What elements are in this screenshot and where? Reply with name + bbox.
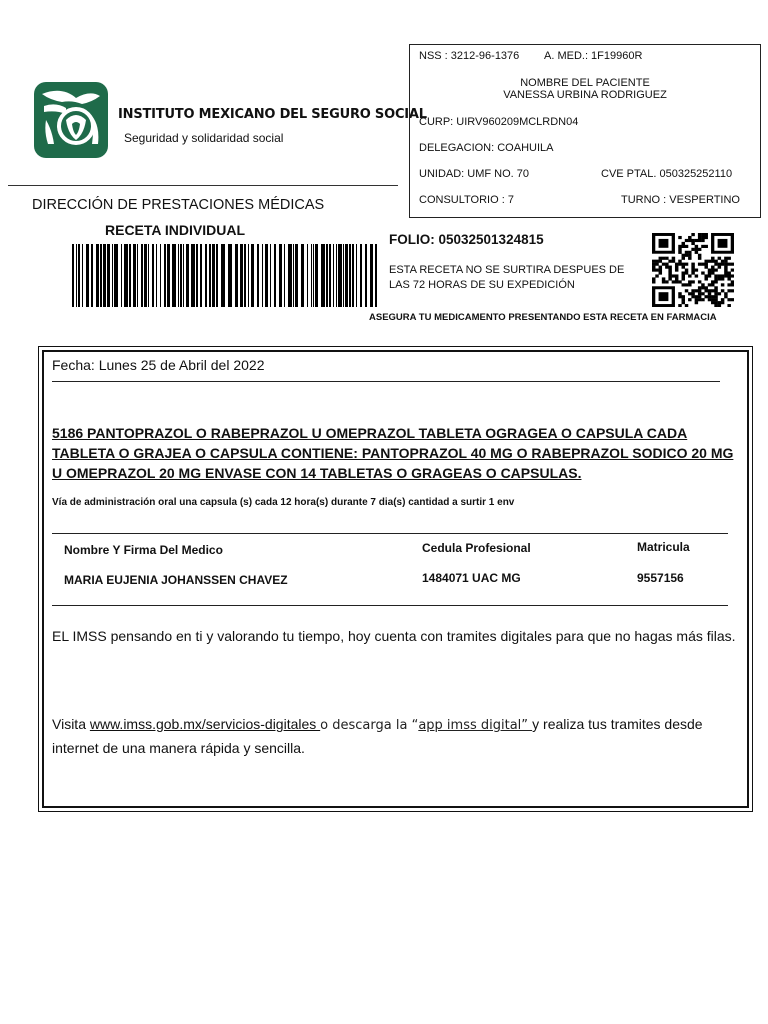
pharmacy-notice: ASEGURA TU MEDICAMENTO PRESENTANDO ESTA RECETA EN FARMACIA [369, 312, 717, 323]
divider [52, 533, 728, 534]
institution-name: INSTITUTO MEXICANO DEL SEGURO SOCIAL [118, 107, 427, 122]
imss-logo-icon [32, 80, 110, 160]
turno-field: TURNO : VESPERTINO [621, 194, 740, 206]
expiry-line-2: LAS 72 HORAS DE SU EXPEDICIÓN [389, 279, 575, 291]
imss-digital-message: EL IMSS pensando en ti y valorando tu tiempo, hoy cuenta con tramites digitales para que no hagas más filas. [52, 628, 736, 644]
direction-title: DIRECCIÓN DE PRESTACIONES MÉDICAS [32, 197, 325, 213]
curp-field: CURP: UIRV960209MCLRDN04 [419, 116, 579, 128]
visit-prefix: Visita [52, 716, 90, 732]
divider [52, 605, 728, 606]
a-med-field: A. MED.: 1F19960R [544, 50, 643, 62]
visit-suffix: y realiza tus tramites desde internet de una manera rápida y sencilla. [52, 716, 703, 756]
cedula-header: Cedula Profesional [422, 541, 531, 555]
matricula-header: Matricula [637, 540, 690, 554]
visit-message [52, 713, 742, 759]
expiry-line-1: ESTA RECETA NO SE SURTIRA DESPUES DE [389, 264, 625, 276]
patient-name: VANESSA URBINA RODRIGUEZ [503, 89, 667, 101]
cve-ptal-field: CVE PTAL. 050325252110 [601, 168, 733, 180]
institution-motto: Seguridad y solidaridad social [124, 131, 284, 145]
imss-website-link[interactable]: www.imss.gob.mx/servicios-digitales [89, 716, 321, 732]
barcode-icon [72, 244, 378, 307]
patient-info-box [409, 44, 761, 218]
doctor-header: Nombre Y Firma Del Medico [64, 543, 223, 557]
medication-description: 5186 PANTOPRAZOL O RABEPRAZOL U OMEPRAZOL TABLETA OGRAGEA O CAPSULA CADA TABLETA O GRAJEA O CAPSULA CONTIENE: PANTOPRAZOL 40 MG O RABEPRAZOL SODICO 20 MG U OMEPRAZOL 20 MG ENVASE CON 14 TABLETAS O GRAGEAS O CAPSULAS. [52, 425, 734, 481]
folio-number: FOLIO: 05032501324815 [389, 232, 544, 247]
matricula-value: 9557156 [637, 571, 684, 585]
app-imss-link[interactable]: app imss digital” [418, 718, 533, 733]
visit-mid: o descarga la “ [320, 718, 419, 733]
consultorio-field: CONSULTORIO : 7 [419, 194, 514, 206]
patient-name-label: NOMBRE DEL PACIENTE [520, 77, 650, 89]
divider [8, 185, 398, 186]
qr-code-icon [652, 233, 734, 307]
nss-field: NSS : 3212-96-1376 [419, 50, 520, 62]
delegacion-field: DELEGACION: COAHUILA [419, 142, 554, 154]
prescription-date: Fecha: Lunes 25 de Abril del 2022 [52, 357, 265, 373]
expiry-notice [389, 263, 639, 293]
divider [52, 381, 720, 382]
document-type: RECETA INDIVIDUAL [105, 222, 245, 238]
administration-directions: Vía de administración oral una capsula (s) cada 12 hora(s) durante 7 dia(s) cantidad a surtir 1 env [52, 497, 515, 508]
cedula-value: 1484071 UAC MG [422, 571, 521, 585]
doctor-name: MARIA EUJENIA JOHANSSEN CHAVEZ [64, 573, 288, 587]
unidad-field: UNIDAD: UMF NO. 70 [419, 168, 530, 180]
